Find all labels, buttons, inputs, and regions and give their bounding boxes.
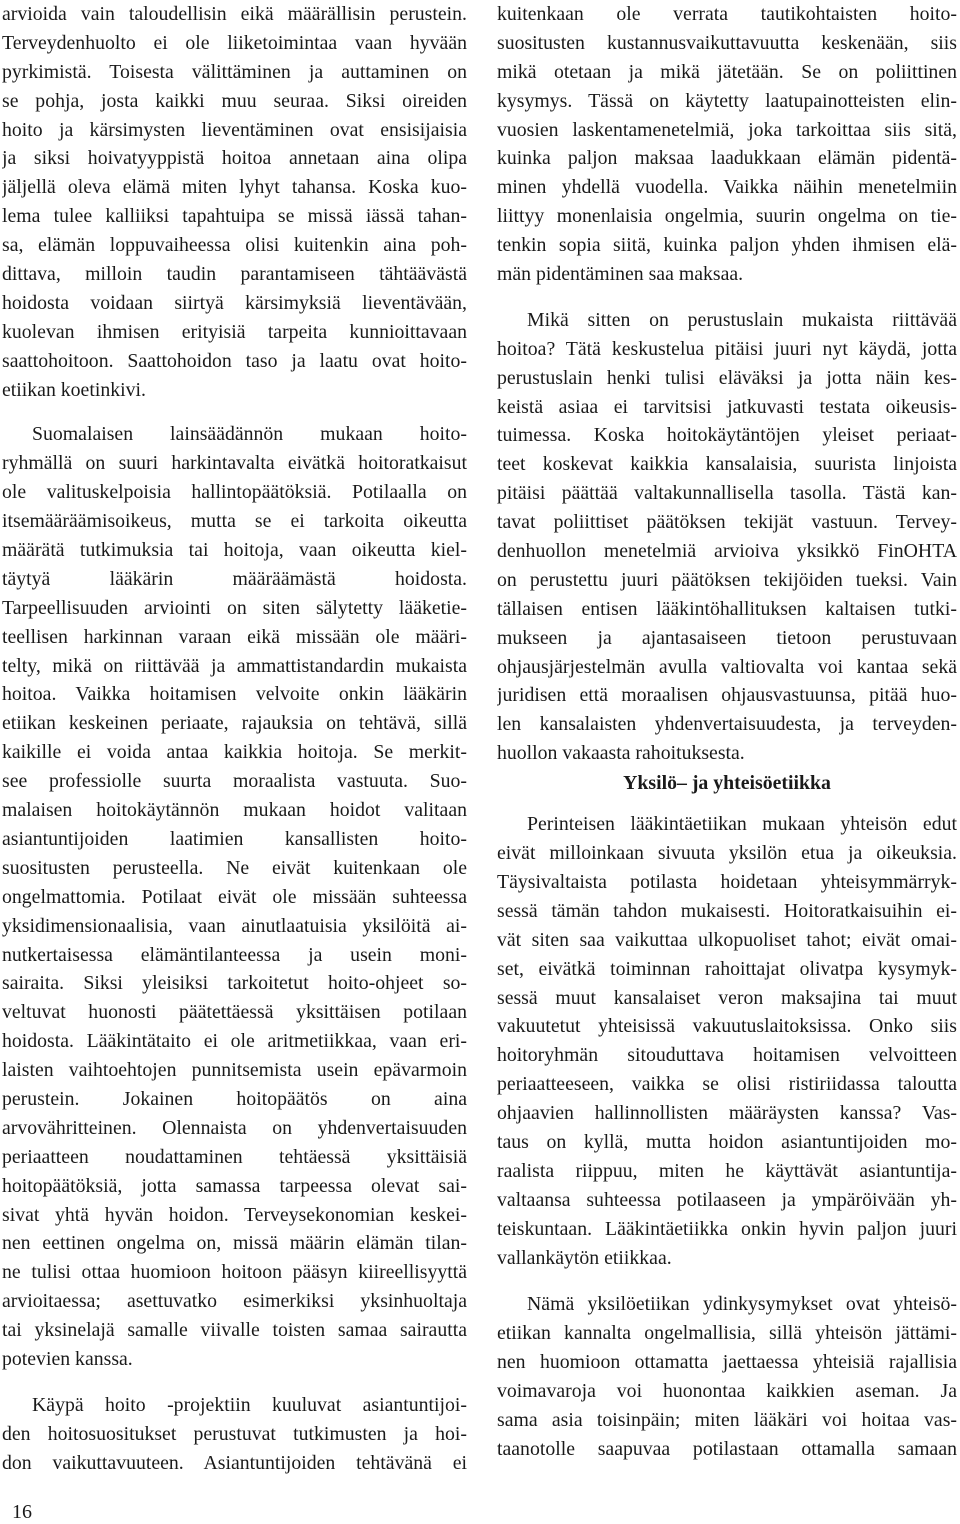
text-line: hoitoryhmän sitouduttava hoitamisen velvoitteen xyxy=(497,1044,957,1067)
text-line: nen eettinen ongelma on, missä määrin elämän tilan- xyxy=(2,1232,467,1255)
text-line: ryhmällä on suuri harkintavalta eivätkä hoitoratkaisut xyxy=(2,452,467,475)
text-line: huollon vakaasta rahoituksesta. xyxy=(497,742,745,765)
text-line: Käypä hoito -projektiin kuuluvat asiantuntijoi- xyxy=(32,1393,467,1416)
text-line: minen yhdellä vuodella. Vaikka näihin menetelmiin xyxy=(497,176,957,199)
text-line: ole valituskelpoisia hallintopäätöksiä. Potilaalla on xyxy=(2,481,467,504)
text-line: denhuollon menetelmiä arvioiva yksikkö FinOHTA xyxy=(497,540,957,563)
text-line: teellisen harkinnan varaan eikä missään ole määri- xyxy=(2,625,467,648)
text-line: teiskuntaan. Lääkintäetiikka onkin hyvin paljon juuri xyxy=(497,1217,957,1240)
text-line: Täysivaltaista potilasta hoidetaan yhteisymmärryk- xyxy=(497,870,957,893)
text-line: tällaisen entisen lääkintöhallituksen kaltaisen tutki- xyxy=(497,597,957,620)
right-text-column xyxy=(497,0,957,1464)
text-line: ohjaavien hallinnollisten määräysten kanssa? Vas- xyxy=(497,1102,957,1125)
paragraph-gap xyxy=(2,1374,467,1391)
text-line: den hoitosuositukset perustuvat tutkimusten ja hoi- xyxy=(2,1422,467,1445)
text-line: Suomalaisen lainsäädännön mukaan hoito- xyxy=(32,423,467,446)
left-text-column xyxy=(2,0,467,1478)
text-line: kuolevan ihmisen erityisiä tarpeita kunnioittavaan xyxy=(2,320,467,343)
page-number: 16 xyxy=(12,1501,32,1523)
text-line: yksidimensionaalisia, vaan ainutlaatuisia yksilöitä ai- xyxy=(2,914,467,937)
text-line: asiantuntijoiden laatimien kansallisten hoito- xyxy=(2,827,467,850)
text-line: jäljellä oleva elämä miten lyhyt tahansa. Koska kuo- xyxy=(2,176,467,199)
text-line: etiikan keskeinen periaate, rajauksia on tehtävä, sillä xyxy=(2,712,467,735)
text-line: Perinteisen lääkintäetiikan mukaan yhteisön edut xyxy=(527,813,957,836)
text-line: taus on kyllä, mutta hoidon asiantuntijoiden mo- xyxy=(497,1130,957,1153)
text-line: ohjausjärjestelmän avulla valtiovalta voi kantaa sekä xyxy=(497,655,957,678)
text-line: män pidentäminen saa maksaa. xyxy=(497,263,744,286)
text-line: vuosien laskentamenetelmiä, joka tarkoittaa siis sitä, xyxy=(497,118,957,141)
text-line: suositusten perusteella. Ne eivät kuitenkaan ole xyxy=(2,856,467,879)
text-line: sa, elämän loppuvaiheessa olisi kuitenkin aina poh- xyxy=(2,234,467,257)
text-line: lema tulee kalliiksi tapahtuipa se missä iässä tahan- xyxy=(2,205,467,228)
text-line: raalista riippuu, miten he käyttävät asiantuntija- xyxy=(497,1159,957,1182)
text-line: tuimessa. Koska hoitokäytäntöjen yleiset periaat- xyxy=(497,424,957,447)
text-line: sivat yhtä hyvän hoidon. Terveysekonomian keskei- xyxy=(2,1203,467,1226)
text-line: periaatteeseen, vaikka se olisi ristiriidassa taloutta xyxy=(497,1073,957,1096)
text-line: hoitopäätöksiä, jotta samassa tarpeessa olevat sai- xyxy=(2,1174,467,1197)
text-line: taanotolle saapuvaa potilastaan ottamalla samaan xyxy=(497,1437,957,1460)
text-line: hoidosta voidaan siirtyä kärsimyksiä lieventävään, xyxy=(2,291,467,314)
text-line: vallankäytön etiikkaa. xyxy=(497,1246,672,1269)
text-line: see professiolle suurta moraalista vastuuta. Suo- xyxy=(2,770,467,793)
text-line: ne tulisi ottaa huomioon hoitoon pääsyn kiireellisyyttä xyxy=(2,1261,467,1284)
text-line: nutkertaisessa elämäntilanteessa ja usein moni- xyxy=(2,943,467,966)
text-line: saattohoitoon. Saattohoidon taso ja laatu ovat hoito- xyxy=(2,349,467,372)
text-line: Mikä sitten on perustuslain mukaista riittävää xyxy=(527,308,957,331)
text-line: kuinka paljon maksaa laadukkaan elämän pidentä- xyxy=(497,147,957,170)
text-line: hoidosta. Lääkintätaito ei ole aritmetiikkaa, vaan eri- xyxy=(2,1030,467,1053)
text-line: kuitenkaan ole verrata tautikohtaisten hoito- xyxy=(497,3,957,25)
text-line: kysymys. Tässä on käytetty laatupainotteisten elin- xyxy=(497,89,957,112)
text-line: arvovähritteinen. Olennaista on yhdenvertaisuuden xyxy=(2,1116,467,1139)
text-line: laisten vaihtoehtojen punnitsemista usein epävarmoin xyxy=(2,1059,467,1082)
text-line: pyrkimistä. Toisesta välittäminen ja auttaminen on xyxy=(2,60,467,83)
text-line: sessä tämän tahdon mukaisesti. Hoitoratkaisuihin ei- xyxy=(497,899,957,922)
text-line: periaatteen noudattaminen tehtäessä yksittäisiä xyxy=(2,1145,467,1168)
text-line: set, eivätkä toiminnan rahoittajat olivatpa kysymyk- xyxy=(497,957,957,980)
text-line: keistä asiaa ei tarvitsisi jatkuvasti testata oikeusis- xyxy=(497,395,957,418)
text-line: ja siksi hoivatyyppistä hoitoa annetaan aina olipa xyxy=(2,147,467,170)
text-line: itsemääräämisoikeus, mutta se ei tarkoita oikeutta xyxy=(2,510,467,533)
text-line: tenkin sopia siitä, kuinka paljon yhden ihmisen elä- xyxy=(497,234,957,257)
text-line: hoitoa? Tätä keskustelua pitäisi juuri nyt käydä, jotta xyxy=(497,337,957,360)
text-line: vakuutetut yhteisissä vakuutuslaitoksissa. Onko siis xyxy=(497,1015,957,1038)
text-line: telty, mikä on riittävää ja ammattistandardin mukaista xyxy=(2,654,467,677)
paragraph-gap xyxy=(2,404,467,420)
text-line: Tarpeellisuuden arviointi on siten sälytetty lääketie- xyxy=(2,596,467,619)
text-line: arvioitaessa; asettuvatko esimerkiksi yksinhuoltaja xyxy=(2,1290,467,1313)
text-line: pitäisi päättää valtakunnallisella tasolla. Tästä kan- xyxy=(497,482,957,505)
text-line: vät siten saa vaikuttaa ulkopuoliset tahot; eivät omai- xyxy=(497,928,957,951)
text-line: Terveydenhuolto ei ole liiketoimintaa vaan hyvään xyxy=(2,31,467,54)
text-line: hoitoa. Vaikka hoitamisen velvoite onkin lääkärin xyxy=(2,683,467,706)
text-line: kaikille ei voida antaa kaikkia hoitoja. Se merkit- xyxy=(2,741,467,764)
paragraph-gap xyxy=(497,289,957,306)
text-line: tavat poliittiset päätöksen tekijät vastuun. Tervey- xyxy=(497,511,957,534)
text-line: don vaikuttavuuteen. Asiantuntijoiden tehtävänä ei xyxy=(2,1451,467,1474)
text-line: ongelmattomia. Potilaat eivät ole missään suhteessa xyxy=(2,885,467,908)
text-line: mikä otetaan ja mikä jätetään. Se on poliittinen xyxy=(497,60,957,83)
text-line: Nämä yksilöetiikan ydinkysymykset ovat yhteisö- xyxy=(527,1293,957,1316)
text-line: sairaita. Siksi yleisiksi tarkoitetut hoito-ohjeet so- xyxy=(2,972,467,995)
text-line: teet koskevat kaikkia kansalaisia, suurista linjoista xyxy=(497,453,957,476)
text-line: on perustettu juuri päätöksen tekijöiden tueksi. Vain xyxy=(497,568,957,591)
text-line: etiikan kannalta ongelmallisia, sillä yhteisön jättämi- xyxy=(497,1322,957,1345)
text-line: perustein. Jokainen hoitopäätös on aina xyxy=(2,1087,467,1110)
section-heading: Yksilö– ja yhteisöetiikka xyxy=(623,772,831,795)
text-line: len kansalaisten yhdenvertaisuudesta, ja terveyden- xyxy=(497,713,957,736)
paragraph-gap xyxy=(497,1272,957,1290)
text-line: arvioida vain taloudellisin eikä määrällisin perustein. xyxy=(2,3,467,25)
text-line: sessä muut kansalaiset veron maksajina tai muut xyxy=(497,986,957,1009)
text-line: mukseen ja ajantasaiseen tietoon perustuvaan xyxy=(497,626,957,649)
text-line: etiikan koetinkivi. xyxy=(2,378,146,401)
text-line: määrätä tutkimuksia tai hoitoja, vaan oikeutta kiel- xyxy=(2,539,467,562)
text-line: veltuvat huonosti päätettäessä yksittäisen potilaan xyxy=(2,1001,467,1024)
text-line: valtaansa suhteessa potilaaseen ja ympäröivään yh- xyxy=(497,1188,957,1211)
text-line: täytyä lääkärin määräämästä hoidosta. xyxy=(2,567,467,590)
text-line: potevien kanssa. xyxy=(2,1347,133,1370)
text-line: se pohja, josta kaikki muu seuraa. Siksi oireiden xyxy=(2,89,467,112)
text-line: malaisen hoitokäytännön mukaan hoidot valitaan xyxy=(2,799,467,822)
text-line: juridisen että moraalisen ohjausvastuunsa, pitää huo- xyxy=(497,684,957,707)
text-line: tai yksinelajä samalle viivalle toisten samaa sairautta xyxy=(2,1319,467,1342)
text-line: voimavaroja voi huonontaa kaikkien aseman. Ja xyxy=(497,1380,957,1403)
text-line: suositusten kustannusvaikuttavuutta keskenään, siis xyxy=(497,31,957,54)
text-line: dittava, milloin taudin parantamiseen tähtäävästä xyxy=(2,263,467,286)
text-line: hoito ja kärsimysten lieventäminen ovat ensisijaisia xyxy=(2,118,467,141)
text-line: sama asia toisinpäin; miten lääkäri voi hoitaa vas- xyxy=(497,1408,957,1431)
text-line: nen huomioon ottamatta jaettaessa yhteisiä rajallisia xyxy=(497,1351,957,1374)
text-line: eivät milloinkaan sivuuta yksilön etua ja oikeuksia. xyxy=(497,842,957,865)
text-line: perustuslain henki tulisi eläväksi ja jotta näin kes- xyxy=(497,366,957,389)
text-line: liittyy monenlaisia ongelmia, suurin ongelma on tie- xyxy=(497,205,957,228)
